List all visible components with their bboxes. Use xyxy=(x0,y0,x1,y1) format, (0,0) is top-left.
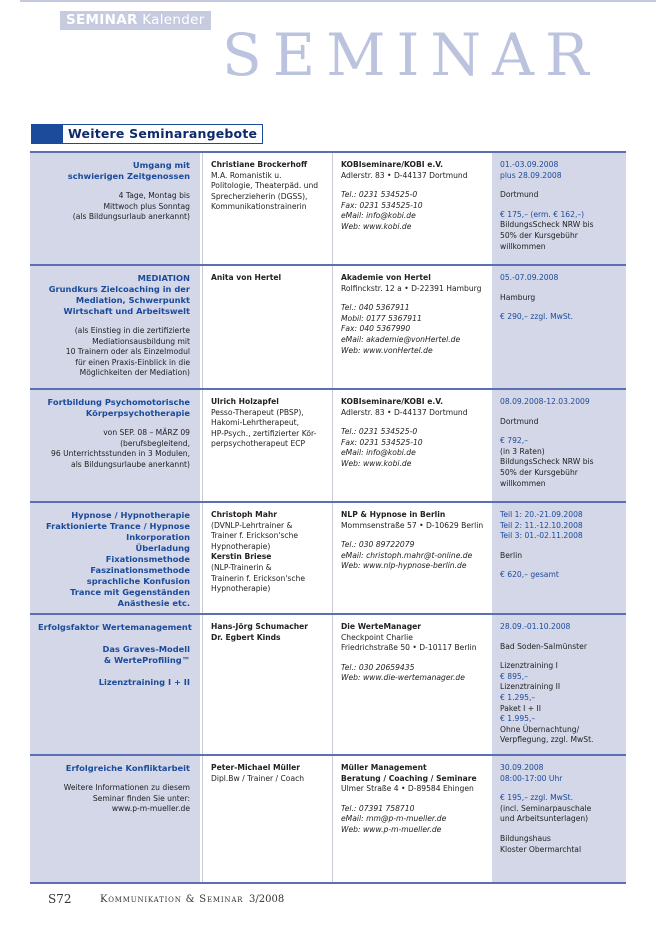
seminar-title-line: Fraktionierte Trance / Hypnose xyxy=(46,521,190,531)
seminar-title-line: MEDIATION xyxy=(137,273,190,283)
organizer-line: eMail: mm@p-m-mueller.de xyxy=(341,814,447,824)
trainer-line: Hans-Jörg Schumacher xyxy=(211,622,309,631)
seminar-title-line: Hypnose / Hypnotherapie xyxy=(71,510,190,520)
seminar-title-cell xyxy=(30,503,200,615)
date-price-line: 05.-07.09.2008 xyxy=(500,273,559,282)
seminar-title-line: Anästhesie etc. xyxy=(117,598,190,608)
organizer-line: Beratung / Coaching / Seminare xyxy=(341,773,477,783)
trainer-line: Hypnotherapie) xyxy=(211,541,271,551)
organizer-cell xyxy=(332,756,493,884)
organizer-line: Web: www.nlp-hypnose-berlin.de xyxy=(341,561,467,571)
table-row xyxy=(30,388,626,503)
header-tag-light: Kalender xyxy=(142,12,205,28)
header-tag xyxy=(60,11,211,30)
seminar-description-line: 4 Tage, Montag bis xyxy=(118,191,190,200)
trainer-line: Kommunikationstrainerin xyxy=(211,202,307,212)
seminar-title-line: Körperpsychotherapie xyxy=(85,408,190,418)
date-price-line: € 1.995,– xyxy=(500,714,536,724)
seminar-description-line: 10 Trainern oder als Einzelmodul xyxy=(65,347,190,357)
trainer-cell xyxy=(202,756,333,884)
date-price-cell xyxy=(492,153,626,266)
organizer-line: Akademie von Hertel xyxy=(341,273,431,282)
organizer-line: Tel.: 030 89722079 xyxy=(341,540,415,550)
trainer-line: Hypnotherapie) xyxy=(211,584,271,594)
organizer-line: eMail: info@kobi.de xyxy=(341,448,416,458)
date-price-line: Paket I + II xyxy=(500,703,541,713)
date-price-line: Dortmund xyxy=(500,416,539,426)
organizer-line: Tel.: 0231 534525-0 xyxy=(341,190,418,200)
date-price-line: 01.-03.09.2008 xyxy=(500,160,559,169)
seminar-description-line: für einen Praxis-Einblick in die xyxy=(75,357,190,367)
trainer-line: Christiane Brockerhoff xyxy=(211,160,308,169)
organizer-cell xyxy=(332,390,493,503)
trainer-line: (DVNLP-Lehrtrainer & xyxy=(211,520,293,530)
organizer-line: Müller Management xyxy=(341,763,427,772)
trainer-line: Christoph Mahr xyxy=(211,510,278,519)
seminar-description-line: Weitere Informationen zu diesem xyxy=(63,783,190,792)
date-price-line: Dortmund xyxy=(500,190,539,200)
organizer-line: Friedrichstraße 50 • D-10117 Berlin xyxy=(341,643,477,653)
organizer-line: Tel.: 0231 534525-0 xyxy=(341,427,418,437)
organizer-line: Web: www.kobi.de xyxy=(341,458,412,468)
date-price-line: Bad Soden-Salmünster xyxy=(500,641,587,651)
seminar-title-cell xyxy=(30,153,200,266)
date-price-line: € 895,– xyxy=(500,671,528,681)
date-price-line: € 1.295,– xyxy=(500,692,536,702)
trainer-line: Anita von Hertel xyxy=(211,273,282,282)
seminar-title-line: Erfolgreiche Konfliktarbeit xyxy=(65,763,190,773)
organizer-line: Die WerteManager xyxy=(341,622,422,631)
seminar-title-cell xyxy=(30,390,200,503)
trainer-line: (NLP-Trainerin & xyxy=(211,562,272,572)
table-row xyxy=(30,613,626,756)
date-price-line: BildungsScheck NRW bis xyxy=(500,457,594,467)
trainer-line: Politologie, Theaterpäd. und xyxy=(211,181,319,191)
seminar-title-line: Faszinationsmethode xyxy=(90,565,190,575)
trainer-line: HP-Psych., zertifizierter Kör- xyxy=(211,428,317,438)
date-price-line: willkommen xyxy=(500,241,546,251)
trainer-cell xyxy=(202,390,333,503)
seminar-description-line: Mittwoch plus Sonntag xyxy=(103,201,190,211)
seminar-title-line: sprachliche Konfusion xyxy=(86,576,190,586)
table-row xyxy=(30,264,626,390)
seminar-title-line: Grundkurs Zielcoaching in der xyxy=(48,284,190,294)
date-price-line: Ohne Übernachtung/ xyxy=(500,724,580,734)
organizer-line: Tel.: 040 5367911 xyxy=(341,303,410,313)
date-price-line: € 175,– (erm. € 162,–) xyxy=(500,209,585,219)
date-price-line: 08.09.2008-12.03.2009 xyxy=(500,397,590,406)
organizer-line: Tel.: 07391 758710 xyxy=(341,803,415,813)
organizer-line: KOBIseminare/KOBI e.V. xyxy=(341,397,444,406)
seminar-title-line: Lizenztraining I + II xyxy=(98,677,190,687)
seminar-description-line: als Bildungsurlaube anerkannt) xyxy=(71,459,190,469)
page-number: S72 xyxy=(48,892,72,906)
date-price-line: Lizenztraining I xyxy=(500,661,558,671)
seminar-description-line: (als Einstieg in die zertifizierte xyxy=(74,326,190,335)
seminar-title-cell xyxy=(30,266,200,390)
date-price-line: Bildungshaus xyxy=(500,833,551,843)
seminar-title-line: Überladung xyxy=(135,543,190,553)
trainer-cell xyxy=(202,615,333,756)
seminar-title-line: Fixationsmethode xyxy=(105,554,190,564)
seminar-description-line: (als Bildungsurlaub anerkannt) xyxy=(72,212,190,222)
magazine-name: Kommunikation & Seminar xyxy=(100,894,244,905)
seminar-description-line: von SEP. 08 – MÄRZ 09 xyxy=(103,428,190,437)
organizer-line: Web: www.kobi.de xyxy=(341,221,412,231)
trainer-line: Hakomi-Lehrtherapeut, xyxy=(211,418,300,428)
seminar-description-line: 96 Unterrichtsstunden in 3 Modulen, xyxy=(51,449,190,459)
date-price-cell xyxy=(492,756,626,884)
big-title: SEMINAR xyxy=(222,21,600,89)
seminar-description-line: Mediationsausbildung mit xyxy=(92,336,190,346)
organizer-line: Fax: 0231 534525-10 xyxy=(341,437,423,447)
date-price-line: (incl. Seminarpauschale xyxy=(500,803,592,813)
seminar-title-line: Inkorporation xyxy=(126,532,190,542)
table-row xyxy=(30,151,626,266)
date-price-cell xyxy=(492,503,626,615)
organizer-line: Tel.: 030 20659435 xyxy=(341,662,415,672)
seminar-title-line: & WerteProfiling™ xyxy=(103,655,190,665)
trainer-line: Trainerin f. Erickson'sche xyxy=(211,573,306,583)
organizer-line: KOBIseminare/KOBI e.V. xyxy=(341,160,444,169)
trainer-line: Pesso-Therapeut (PBSP), xyxy=(211,407,304,417)
date-price-line: € 792,– xyxy=(500,436,528,446)
date-price-line: Verpflegung, zzgl. MwSt. xyxy=(500,735,594,745)
date-price-line: (in 3 Raten) xyxy=(500,446,545,456)
date-price-line: 50% der Kursgebühr xyxy=(500,230,578,240)
organizer-line: Rolfinckstr. 12 a • D-22391 Hamburg xyxy=(341,283,482,293)
trainer-cell xyxy=(202,503,333,615)
date-price-cell xyxy=(492,615,626,756)
section-title: Weitere Seminarangebote xyxy=(62,124,263,144)
date-price-line: 28.09.-01.10.2008 xyxy=(500,622,571,631)
date-price-line: 50% der Kursgebühr xyxy=(500,467,578,477)
date-price-line: 30.09.2008 xyxy=(500,763,544,772)
date-price-line: € 620,– gesamt xyxy=(500,570,559,580)
seminar-title-line: Das Graves-Modell xyxy=(102,644,190,654)
trainer-cell xyxy=(202,266,333,390)
trainer-line: M.A. Romanistik u. xyxy=(211,170,282,180)
date-price-line: 08:00-17:00 Uhr xyxy=(500,773,563,783)
organizer-line: eMail: christoph.mahr@t-online.de xyxy=(341,550,473,560)
organizer-line: Fax: 040 5367990 xyxy=(341,324,411,334)
trainer-line: Sprecherzieherin (DGSS), xyxy=(211,191,308,201)
top-rule xyxy=(20,0,656,2)
trainer-cell xyxy=(202,153,333,266)
table-row xyxy=(30,501,626,615)
date-price-line: € 290,– zzgl. MwSt. xyxy=(500,312,574,322)
organizer-line: Mobil: 0177 5367911 xyxy=(341,313,422,323)
seminar-description-line: Möglichkeiten der Mediation) xyxy=(79,368,190,378)
date-price-line: Berlin xyxy=(500,550,523,560)
organizer-line: Web: www.vonHertel.de xyxy=(341,345,433,355)
organizer-line: Adlerstr. 83 • D-44137 Dortmund xyxy=(341,170,468,180)
table-row xyxy=(30,754,626,884)
date-price-line: und Arbeitsunterlagen) xyxy=(500,814,589,824)
organizer-line: Checkpoint Charlie xyxy=(341,632,413,642)
seminar-title-line xyxy=(38,666,190,677)
date-price-line: plus 28.09.2008 xyxy=(500,170,562,180)
seminar-description-line: (berufsbegleitend, xyxy=(120,438,190,448)
date-price-line: Hamburg xyxy=(500,292,536,302)
seminar-description-line: www.p-m-mueller.de xyxy=(111,804,190,814)
date-price-cell xyxy=(492,266,626,390)
organizer-cell xyxy=(332,615,493,756)
organizer-cell xyxy=(332,503,493,615)
organizer-cell xyxy=(332,266,493,390)
organizer-line: Mommsenstraße 57 • D-10629 Berlin xyxy=(341,520,484,530)
organizer-line: Web: www.p-m-mueller.de xyxy=(341,824,442,834)
trainer-line: Kerstin Briese xyxy=(211,552,272,562)
organizer-line: eMail: akademie@vonHertel.de xyxy=(341,334,461,344)
date-price-line: Teil 2: 11.-12.10.2008 xyxy=(500,520,583,530)
seminar-title-line: Trance mit Gegenständen xyxy=(70,587,190,597)
organizer-line: Adlerstr. 83 • D-44137 Dortmund xyxy=(341,407,468,417)
trainer-line: Ulrich Holzapfel xyxy=(211,397,279,406)
seminar-title-cell xyxy=(30,756,200,884)
trainer-line: Dipl.Bw / Trainer / Coach xyxy=(211,773,305,783)
trainer-line: Trainer f. Erickson'sche xyxy=(211,531,299,541)
date-price-line: € 195,– zzgl. MwSt. xyxy=(500,793,574,803)
date-price-line: Kloster Obermarchtal xyxy=(500,844,582,854)
issue-number: 3/2008 xyxy=(249,894,285,905)
trainer-line: Peter-Michael Müller xyxy=(211,763,301,772)
seminar-title-line: Fortbildung Psychomotorische xyxy=(47,397,190,407)
date-price-line: willkommen xyxy=(500,478,546,488)
organizer-line: NLP & Hypnose in Berlin xyxy=(341,510,446,519)
date-price-line: Teil 3: 01.-02.11.2008 xyxy=(500,531,583,541)
seminar-title-line xyxy=(38,633,190,644)
trainer-line: Dr. Egbert Kinds xyxy=(211,632,281,642)
date-price-line: Lizenztraining II xyxy=(500,682,561,692)
organizer-cell xyxy=(332,153,493,266)
organizer-line: eMail: info@kobi.de xyxy=(341,211,416,221)
seminar-title-line: Mediation, Schwerpunkt xyxy=(75,295,190,305)
seminar-title-cell xyxy=(30,615,200,756)
seminar-title-line: Wirtschaft und Arbeitswelt xyxy=(63,306,190,316)
seminar-title-line: Umgang mit xyxy=(132,160,190,170)
organizer-line: Ulmer Straße 4 • D-89584 Ehingen xyxy=(341,784,474,794)
seminar-title-line: schwierigen Zeitgenossen xyxy=(67,171,190,181)
footer xyxy=(30,882,626,906)
organizer-line: Fax: 0231 534525-10 xyxy=(341,200,423,210)
header-tag-bold: SEMINAR xyxy=(66,12,138,28)
section-heading-bar xyxy=(31,124,62,144)
date-price-line: BildungsScheck NRW bis xyxy=(500,220,594,230)
seminar-description-line: Seminar finden Sie unter: xyxy=(92,793,190,803)
trainer-line: perpsychotherapeut ECP xyxy=(211,439,306,449)
seminar-title-line: Erfolgsfaktor Wertemanagement xyxy=(38,622,192,632)
organizer-line: Web: www.die-wertemanager.de xyxy=(341,673,465,683)
date-price-line: Teil 1: 20.-21.09.2008 xyxy=(500,510,583,519)
date-price-cell xyxy=(492,390,626,503)
